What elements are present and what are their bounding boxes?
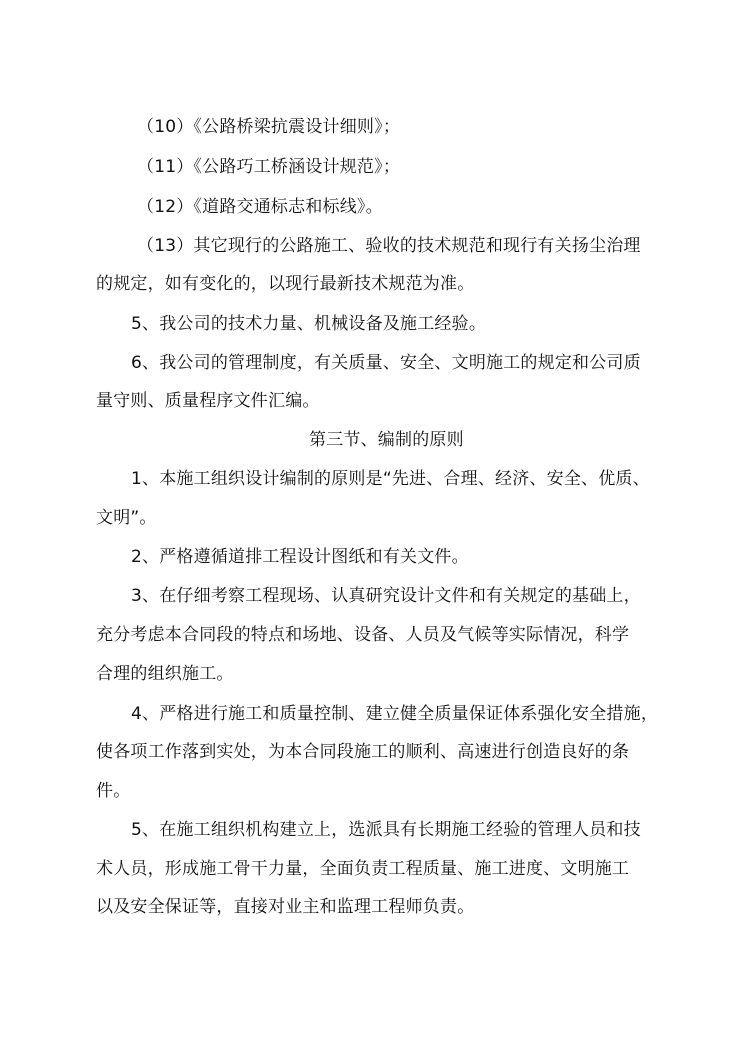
principle-4-line-3: 件。 xyxy=(96,781,131,801)
reference-item-11: （11）《公路巧工桥涵设计规范》； xyxy=(137,157,401,177)
principle-5-line-1: 5、在施工组织机构建立上，选派具有长期施工经验的管理人员和技 xyxy=(131,820,641,840)
principle-3-line-2: 充分考虑本合同段的特点和场地、设备、人员及气候等实际情况，科学 xyxy=(96,625,630,645)
basis-item-5: 5、我公司的技术力量、机械设备及施工经验。 xyxy=(131,314,487,334)
section-heading: 第三节、编制的原则 xyxy=(309,430,464,450)
basis-item-6-line-1: 6、我公司的管理制度，有关质量、安全、文明施工的规定和公司质 xyxy=(131,353,641,373)
reference-item-12: （12）《道路交通标志和标线》。 xyxy=(137,197,383,217)
principle-3-line-1: 3、在仔细考察工程现场、认真研究设计文件和有关规定的基础上， xyxy=(131,586,641,606)
principle-4-line-1: 4、严格进行施工和质量控制、建立健全质量保证体系强化安全措施， xyxy=(131,704,659,724)
principle-5-line-3: 以及安全保证等，直接对业主和监理工程师负责。 xyxy=(96,897,475,917)
principle-5-line-2: 术人员，形成施工骨干力量，全面负责工程质量、施工进度、文明施工 xyxy=(96,859,630,879)
reference-item-13-line-2: 的规定，如有变化的，以现行最新技术规范为准。 xyxy=(96,274,475,294)
basis-item-6-line-2: 量守则、质量程序文件汇编。 xyxy=(96,391,320,411)
principle-1-line-2: 文明”。 xyxy=(96,508,157,528)
principle-4-line-2: 使各项工作落到实处，为本合同段施工的顺利、高速进行创造良好的条 xyxy=(96,742,630,762)
reference-item-13-line-1: （13）其它现行的公路施工、验收的技术规范和现行有关扬尘治理 xyxy=(137,236,641,256)
principle-1-line-1: 1、本施工组织设计编制的原则是“先进、合理、经济、安全、优质、 xyxy=(131,469,650,489)
principle-3-line-3: 合理的组织施工。 xyxy=(96,664,234,684)
reference-item-10: （10）《公路桥梁抗震设计细则》； xyxy=(137,117,401,137)
principle-2: 2、严格遵循道排工程设计图纸和有关文件。 xyxy=(131,547,469,567)
